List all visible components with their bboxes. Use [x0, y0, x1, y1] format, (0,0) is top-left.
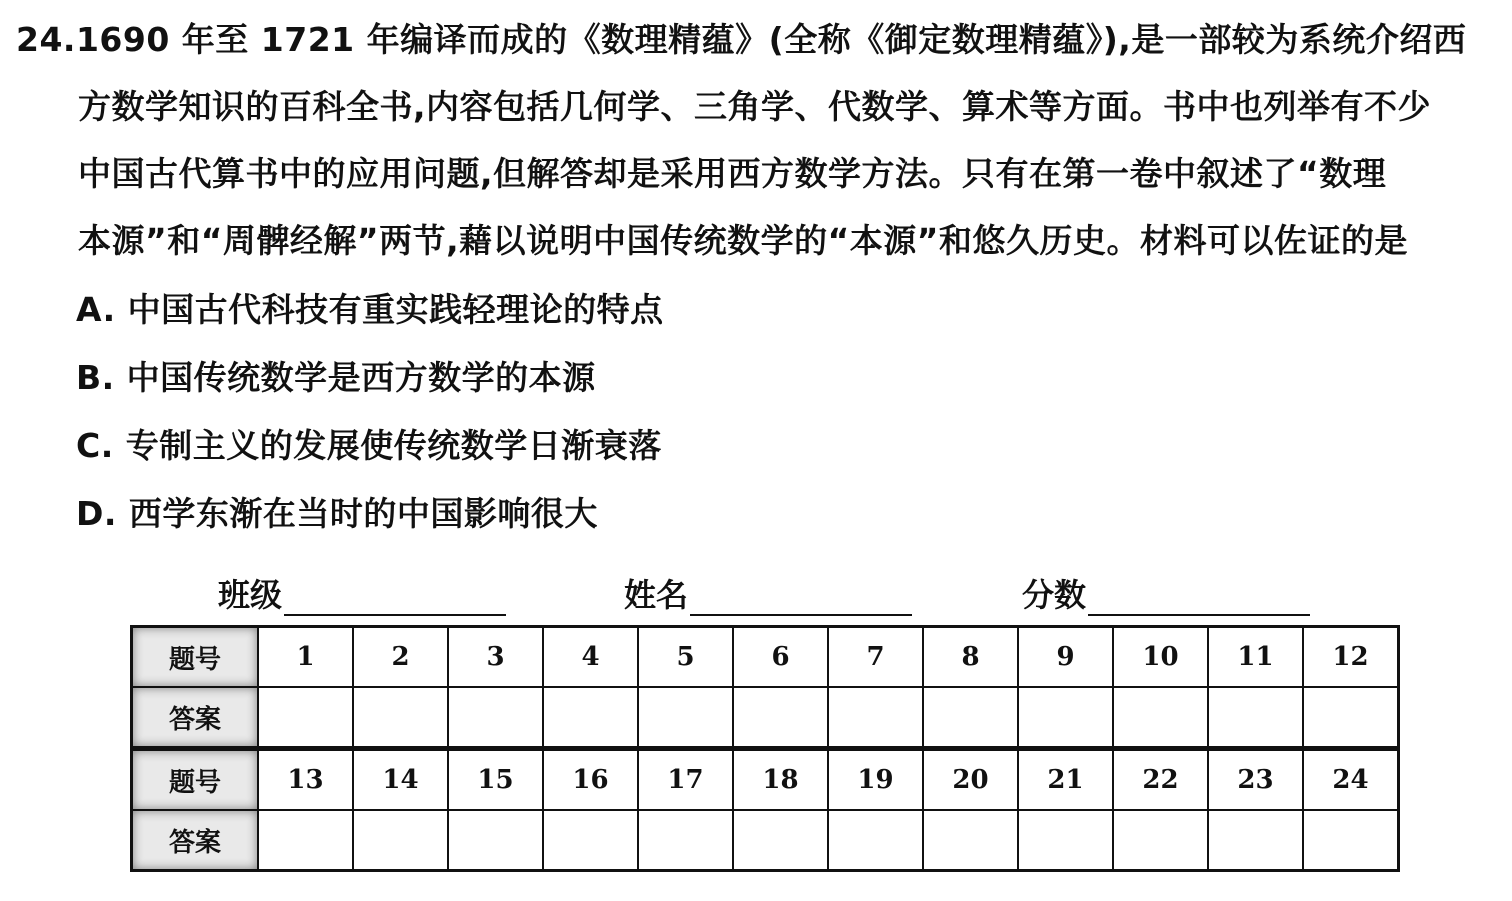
question-text-line-2: 方数学知识的百科全书,内容包括几何学、三角学、代数学、算术等方面。书中也列举有不少 [78, 87, 1432, 126]
question-number: 12 [1303, 627, 1399, 688]
number-header: 题号 [132, 627, 259, 688]
answer-cell[interactable] [638, 810, 733, 871]
answer-cell[interactable] [638, 687, 733, 749]
answer-cell[interactable] [1113, 810, 1208, 871]
answer-cell[interactable] [828, 687, 923, 749]
class-blank [284, 576, 506, 616]
question-number: 7 [828, 627, 923, 688]
question-number: 19 [828, 749, 923, 811]
name-label: 姓名 [624, 576, 689, 614]
question-number: 24 [1303, 749, 1399, 811]
question-number: 13 [258, 749, 353, 811]
question-number: 1 [258, 627, 353, 688]
question-number: 15 [448, 749, 543, 811]
option-c: C. 专制主义的发展使传统数学日渐衰落 [76, 426, 662, 465]
question-number: 23 [1208, 749, 1303, 811]
answer-cell[interactable] [543, 687, 638, 749]
answer-table [130, 625, 1400, 872]
question-number: 22 [1113, 749, 1208, 811]
answer-cell[interactable] [1113, 687, 1208, 749]
answer-cell[interactable] [353, 687, 448, 749]
option-b: B. 中国传统数学是西方数学的本源 [76, 358, 596, 397]
question-text-line-1: 24.1690 年至 1721 年编译而成的《数理精蕴》(全称《御定数理精蕴》),是一部较为系统介绍西 [16, 20, 1467, 59]
answer-cell[interactable] [1208, 810, 1303, 871]
question-number: 4 [543, 627, 638, 688]
student-info-row [0, 570, 1512, 620]
question-number: 8 [923, 627, 1018, 688]
score-label: 分数 [1022, 576, 1087, 614]
answer-cell[interactable] [448, 687, 543, 749]
score-field [1022, 570, 1310, 616]
answer-cell[interactable] [258, 687, 353, 749]
number-row-2 [132, 749, 1399, 811]
class-label: 班级 [218, 576, 283, 614]
answer-cell[interactable] [353, 810, 448, 871]
question-number: 3 [448, 627, 543, 688]
answer-row-2 [132, 810, 1399, 871]
answer-cell[interactable] [733, 687, 828, 749]
answer-cell[interactable] [1018, 810, 1113, 871]
question-number: 6 [733, 627, 828, 688]
option-d: D. 西学东渐在当时的中国影响很大 [76, 494, 598, 533]
answer-cell[interactable] [448, 810, 543, 871]
answer-cell[interactable] [1303, 687, 1399, 749]
question-number: 16 [543, 749, 638, 811]
number-row-1 [132, 627, 1399, 688]
answer-cell[interactable] [923, 687, 1018, 749]
question-number: 2 [353, 627, 448, 688]
number-header: 题号 [132, 749, 259, 811]
score-blank [1088, 576, 1310, 616]
class-field [218, 570, 506, 616]
question-number: 9 [1018, 627, 1113, 688]
question-number: 17 [638, 749, 733, 811]
question-number: 18 [733, 749, 828, 811]
answer-row-1 [132, 687, 1399, 749]
answer-cell[interactable] [733, 810, 828, 871]
question-number: 21 [1018, 749, 1113, 811]
question-text-line-3: 中国古代算书中的应用问题,但解答却是采用西方数学方法。只有在第一卷中叙述了“数理 [78, 154, 1387, 193]
question-number: 10 [1113, 627, 1208, 688]
question-number: 20 [923, 749, 1018, 811]
answer-cell[interactable] [543, 810, 638, 871]
answer-header: 答案 [132, 810, 259, 871]
answer-header: 答案 [132, 687, 259, 749]
question-text-line-4: 本源”和“周髀经解”两节,藉以说明中国传统数学的“本源”和悠久历史。材料可以佐证的是 [78, 221, 1408, 260]
answer-cell[interactable] [1208, 687, 1303, 749]
answer-cell[interactable] [1303, 810, 1399, 871]
question-number: 14 [353, 749, 448, 811]
question-number: 11 [1208, 627, 1303, 688]
answer-cell[interactable] [828, 810, 923, 871]
answer-cell[interactable] [258, 810, 353, 871]
question-number: 5 [638, 627, 733, 688]
answer-cell[interactable] [923, 810, 1018, 871]
option-a: A. 中国古代科技有重实践轻理论的特点 [76, 290, 664, 329]
name-blank [690, 576, 912, 616]
name-field [624, 570, 912, 616]
answer-cell[interactable] [1018, 687, 1113, 749]
